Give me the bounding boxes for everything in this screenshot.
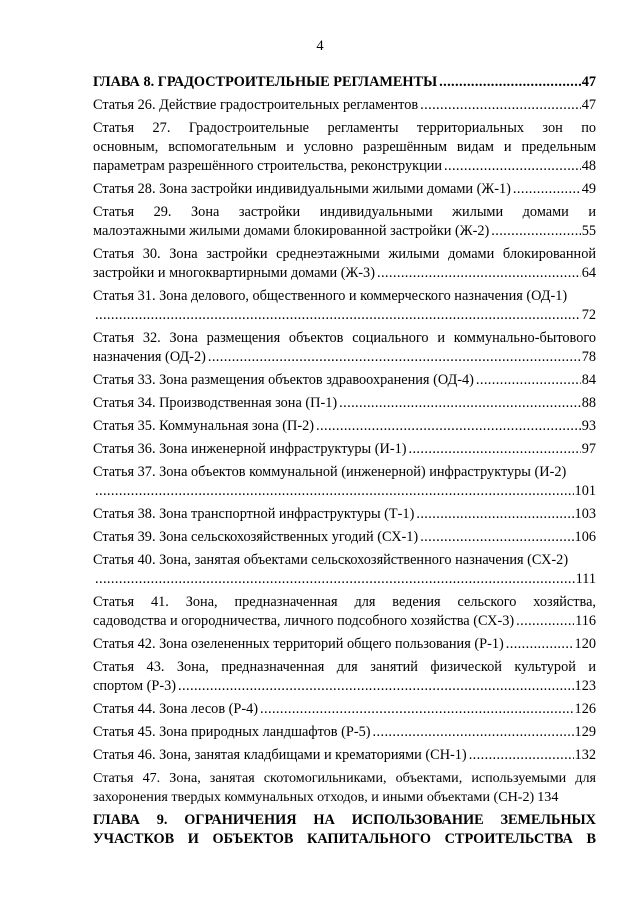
leader-dots xyxy=(516,612,574,631)
toc-entry[interactable] xyxy=(93,394,596,413)
page-ref: 88 xyxy=(581,395,596,411)
toc-chapter-8[interactable] xyxy=(93,73,596,92)
leader-dots xyxy=(373,723,574,742)
toc-entry[interactable] xyxy=(93,700,596,719)
leader-dots xyxy=(420,96,581,115)
leader-dots xyxy=(491,222,580,241)
entry-text: Статья 38. Зона транспортной инфраструктуры (Т-1) xyxy=(93,506,415,522)
page-ref: 72 xyxy=(581,307,596,323)
entry-text: малоэтажными жилыми домами блокированной застройки (Ж-2) xyxy=(93,223,490,239)
entry-text: застройки и многоквартирными домами (Ж-3) xyxy=(93,265,375,281)
entry-text: Статья 42. Зона озелененных территорий общего пользования (Р-1) xyxy=(93,636,504,652)
page-number: 4 xyxy=(316,38,324,54)
toc-entry-line[interactable]: Статья 27. Градостроительные регламенты территориальных зон по xyxy=(93,120,596,136)
toc-entry-line[interactable]: Статья 41. Зона, предназначенная для ведения сельского хозяйства, xyxy=(93,594,596,610)
entry-text: Статья 28. Зона застройки индивидуальными жилыми домами (Ж-1) xyxy=(93,181,511,197)
page-ref: 129 xyxy=(574,724,596,740)
toc-entry[interactable] xyxy=(93,570,596,589)
leader-dots xyxy=(95,482,574,501)
page-ref: 64 xyxy=(581,265,596,281)
page-ref: 47 xyxy=(581,74,596,90)
entry-text: назначения (ОД-2) xyxy=(93,349,206,365)
leader-dots xyxy=(339,394,581,413)
page-ref: 123 xyxy=(574,678,596,694)
entry-text: Статья 34. Производственная зона (П-1) xyxy=(93,395,338,411)
leader-dots xyxy=(95,306,581,325)
toc-entry[interactable] xyxy=(93,746,596,765)
page-ref: 106 xyxy=(574,529,596,545)
toc-entry-line[interactable]: Статья 40. Зона, занятая объектами сельскохозяйственного назначения (СХ-2) xyxy=(93,552,569,568)
toc-entry[interactable] xyxy=(93,505,596,524)
toc-entry[interactable] xyxy=(93,264,596,283)
page-ref: 97 xyxy=(581,441,596,457)
toc-entry[interactable] xyxy=(93,222,596,241)
toc-entry[interactable] xyxy=(93,96,596,115)
page-ref: 78 xyxy=(581,349,596,365)
toc-entry[interactable] xyxy=(93,635,596,654)
leader-dots xyxy=(439,73,581,92)
leader-dots xyxy=(377,264,581,283)
toc-entry[interactable] xyxy=(93,180,596,199)
entry-text: садоводства и огородничества, личного подсобного хозяйства (СХ-3) xyxy=(93,613,515,629)
leader-dots xyxy=(444,157,581,176)
entry-text: Статья 26. Действие градостроительных регламентов xyxy=(93,97,419,113)
toc-entry-line[interactable]: Статья 43. Зона, предназначенная для занятий физической культурой и xyxy=(93,659,596,675)
page-ref: 55 xyxy=(581,223,596,239)
toc-entry[interactable] xyxy=(93,482,596,501)
toc-entry[interactable] xyxy=(93,157,596,176)
toc-entry-line[interactable]: Статья 30. Зона застройки среднеэтажными жилыми домами блокированной xyxy=(93,246,596,262)
toc-entry-line[interactable]: основным, вспомогательным и условно разрешённым видам и предельным xyxy=(93,139,596,155)
entry-text: Статья 46. Зона, занятая кладбищами и крематориями (СН-1) xyxy=(93,747,467,763)
leader-dots xyxy=(408,440,580,459)
leader-dots xyxy=(178,677,574,696)
leader-dots xyxy=(316,417,581,436)
toc-entry-line[interactable]: Статья 37. Зона объектов коммунальной (инженерной) инфраструктуры (И-2) xyxy=(93,464,567,480)
toc-entry-line[interactable]: Статья 29. Зона застройки индивидуальными жилыми домами и xyxy=(93,204,596,220)
leader-dots xyxy=(416,505,573,524)
toc-entry-line[interactable]: Статья 47. Зона, занятая скотомогильниками, объектами, используемыми для xyxy=(93,770,596,786)
page-ref: 126 xyxy=(574,701,596,717)
toc-entry[interactable] xyxy=(93,723,596,742)
entry-text: Статья 36. Зона инженерной инфраструктуры (И-1) xyxy=(93,441,407,457)
page-ref: 49 xyxy=(581,181,596,197)
page-ref: 111 xyxy=(575,571,596,587)
entry-text: захоронения твердых коммунальных отходов, и иными объектами (СН-2) xyxy=(93,789,535,805)
toc-entry[interactable] xyxy=(93,788,596,807)
page-ref: 120 xyxy=(574,636,596,652)
leader-dots xyxy=(476,371,581,390)
toc-entry[interactable] xyxy=(93,417,596,436)
toc-entry[interactable] xyxy=(93,371,596,390)
page-ref: 132 xyxy=(574,747,596,763)
page-ref: 48 xyxy=(581,158,596,174)
entry-text: параметрам разрешённого строительства, реконструкции xyxy=(93,158,442,174)
entry-text: Статья 35. Коммунальная зона (П-2) xyxy=(93,418,315,434)
toc-entry[interactable] xyxy=(93,348,596,367)
toc-entry[interactable] xyxy=(93,528,596,547)
page-ref: 101 xyxy=(574,483,596,499)
entry-text: Статья 45. Зона природных ландшафтов (Р-5) xyxy=(93,724,371,740)
leader-dots xyxy=(506,635,574,654)
toc-entry[interactable] xyxy=(93,440,596,459)
page-ref: 116 xyxy=(575,613,596,629)
entry-text: Статья 39. Зона сельскохозяйственных угодий (СХ-1) xyxy=(93,529,419,545)
entry-text: Статья 44. Зона лесов (Р-4) xyxy=(93,701,259,717)
chapter-9-heading-line[interactable]: ГЛАВА 9. ОГРАНИЧЕНИЯ НА ИСПОЛЬЗОВАНИЕ ЗЕМЕЛЬНЫХ xyxy=(93,812,596,828)
chapter-title: ГЛАВА 8. ГРАДОСТРОИТЕЛЬНЫЕ РЕГЛАМЕНТЫ xyxy=(93,74,438,90)
leader-dots xyxy=(95,570,575,589)
leader-dots xyxy=(513,180,581,199)
entry-text: спортом (Р-3) xyxy=(93,678,177,694)
toc-entry-line[interactable]: Статья 31. Зона делового, общественного и коммерческого назначения (ОД-1) xyxy=(93,288,568,304)
chapter-9-heading-line[interactable]: УЧАСТКОВ И ОБЪЕКТОВ КАПИТАЛЬНОГО СТРОИТЕЛЬСТВА В xyxy=(93,831,596,847)
leader-dots xyxy=(469,746,574,765)
page-ref: 47 xyxy=(581,97,596,113)
toc-entry[interactable] xyxy=(93,306,596,325)
toc-entry[interactable] xyxy=(93,612,596,631)
leader-dots xyxy=(420,528,573,547)
page-ref: 134 xyxy=(537,789,559,805)
leader-dots xyxy=(208,348,581,367)
page-ref: 103 xyxy=(574,506,596,522)
toc-entry[interactable] xyxy=(93,677,596,696)
toc-entry-line[interactable]: Статья 32. Зона размещения объектов социального и коммунально-бытового xyxy=(93,330,596,346)
leader-dots xyxy=(260,700,574,719)
entry-text: Статья 33. Зона размещения объектов здравоохранения (ОД-4) xyxy=(93,372,474,388)
page-ref: 93 xyxy=(581,418,596,434)
page-ref: 84 xyxy=(581,372,596,388)
